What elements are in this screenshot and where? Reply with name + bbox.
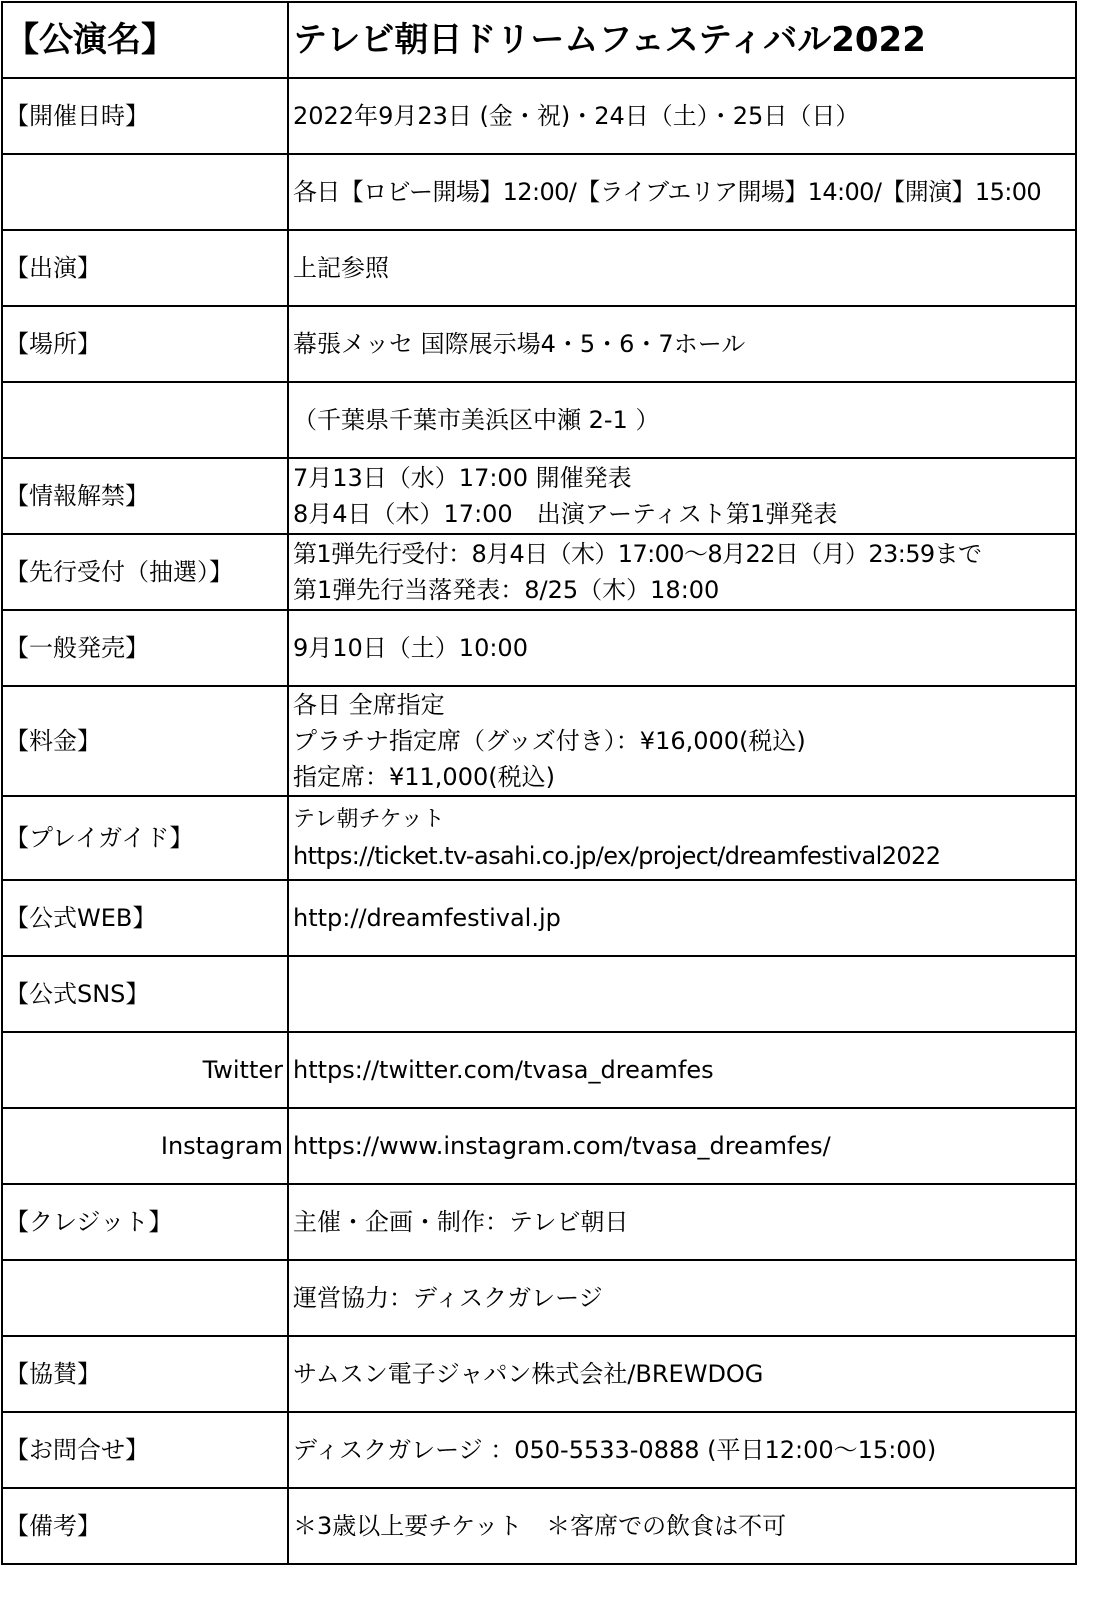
value-line: ＊3歳以上要チケット ＊客席での飲食は不可 <box>293 1512 787 1540</box>
row-label: Twitter <box>2 1032 288 1108</box>
value-line: 幕張メッセ 国際展示場4・5・6・7ホール <box>293 330 746 358</box>
table-row <box>2 610 1076 686</box>
row-value <box>288 534 1076 610</box>
table-row <box>2 2 1076 78</box>
value-line: 各日【ロビー開場】12:00/【ライブエリア開場】14:00/【開演】15:00 <box>293 178 1042 206</box>
value-line: 第1弾先行当落発表：8/25（木）18:00 <box>293 576 720 604</box>
value-line: ディスクガレージ ：050-5533-0888 (平日12:00～15:00) <box>293 1436 937 1464</box>
row-label <box>2 154 288 230</box>
table-row <box>2 1260 1076 1336</box>
table-row <box>2 78 1076 154</box>
row-label: 【出演】 <box>2 230 288 306</box>
row-label: 【場所】 <box>2 306 288 382</box>
table-row <box>2 534 1076 610</box>
value-line: 第1弾先行受付：8月4日（木）17:00～8月22日（月）23:59まで <box>293 540 982 568</box>
value-line: テレ朝チケット <box>293 807 445 832</box>
row-value <box>288 880 1076 956</box>
row-value <box>288 1336 1076 1412</box>
row-value <box>288 956 1076 1032</box>
row-label: 【公演名】 <box>2 2 288 78</box>
table-row <box>2 1184 1076 1260</box>
value-line: 9月10日（土）10:00 <box>293 634 528 662</box>
row-label: 【プレイガイド】 <box>2 796 288 880</box>
table-row <box>2 458 1076 534</box>
table-row <box>2 1108 1076 1184</box>
event-title-text: テレビ朝日ドリームフェスティバル2022 <box>293 20 926 60</box>
value-line: 上記参照 <box>293 254 389 282</box>
value-line: 主催・企画・制作：テレビ朝日 <box>293 1208 629 1236</box>
row-value <box>288 382 1076 458</box>
row-value <box>288 1412 1076 1488</box>
value-line: （千葉県千葉市美浜区中瀬 2-1 ） <box>293 406 660 434</box>
row-value <box>288 686 1076 796</box>
row-label: 【協賛】 <box>2 1336 288 1412</box>
row-value <box>288 796 1076 880</box>
row-label: Instagram <box>2 1108 288 1184</box>
row-value <box>288 458 1076 534</box>
table-row <box>2 956 1076 1032</box>
value-line: プラチナ指定席（グッズ付き）：¥16,000(税込) <box>293 727 806 755</box>
row-value <box>288 306 1076 382</box>
table-row <box>2 880 1076 956</box>
event-info-table <box>1 1 1077 1565</box>
value-line: 各日 全席指定 <box>293 691 445 719</box>
table-row <box>2 306 1076 382</box>
row-value <box>288 154 1076 230</box>
table-row <box>2 686 1076 796</box>
table-row <box>2 154 1076 230</box>
row-label: 【先行受付（抽選）】 <box>2 534 288 610</box>
value-line: 2022年9月23日 (金・祝)・24日（土）・25日（日） <box>293 102 860 130</box>
row-label: 【お問合せ】 <box>2 1412 288 1488</box>
value-line: 7月13日（水）17:00 開催発表 <box>293 464 632 492</box>
value-line: 指定席：¥11,000(税込) <box>293 763 555 791</box>
row-value <box>288 1184 1076 1260</box>
table-row <box>2 230 1076 306</box>
twitter-link[interactable]: https://twitter.com/tvasa_dreamfes <box>293 1056 714 1084</box>
instagram-link[interactable]: https://www.instagram.com/tvasa_dreamfes/ <box>293 1132 831 1160</box>
row-label: 【料金】 <box>2 686 288 796</box>
table-row <box>2 1412 1076 1488</box>
row-value <box>288 1032 1076 1108</box>
row-value <box>288 610 1076 686</box>
row-value <box>288 230 1076 306</box>
table-row <box>2 1488 1076 1564</box>
row-label: 【情報解禁】 <box>2 458 288 534</box>
row-value <box>288 78 1076 154</box>
value-line: 8月4日（木）17:00 出演アーティスト第1弾発表 <box>293 500 838 528</box>
table-row <box>2 1336 1076 1412</box>
table-row <box>2 1032 1076 1108</box>
table-row <box>2 382 1076 458</box>
official-web-link[interactable]: http://dreamfestival.jp <box>293 904 561 932</box>
row-value <box>288 1260 1076 1336</box>
playguide-link[interactable]: https://ticket.tv-asahi.co.jp/ex/project/dreamfestival2022 <box>293 842 941 870</box>
value-line: サムスン電子ジャパン株式会社/BREWDOG <box>293 1360 764 1388</box>
row-label: 【クレジット】 <box>2 1184 288 1260</box>
row-label: 【備考】 <box>2 1488 288 1564</box>
event-title <box>288 2 1076 78</box>
row-label: 【開催日時】 <box>2 78 288 154</box>
row-label: 【公式WEB】 <box>2 880 288 956</box>
row-label: 【公式SNS】 <box>2 956 288 1032</box>
table-row <box>2 796 1076 880</box>
row-value <box>288 1108 1076 1184</box>
row-label <box>2 1260 288 1336</box>
row-label <box>2 382 288 458</box>
row-label: 【一般発売】 <box>2 610 288 686</box>
value-line: 運営協力：ディスクガレージ <box>293 1284 603 1312</box>
row-value <box>288 1488 1076 1564</box>
